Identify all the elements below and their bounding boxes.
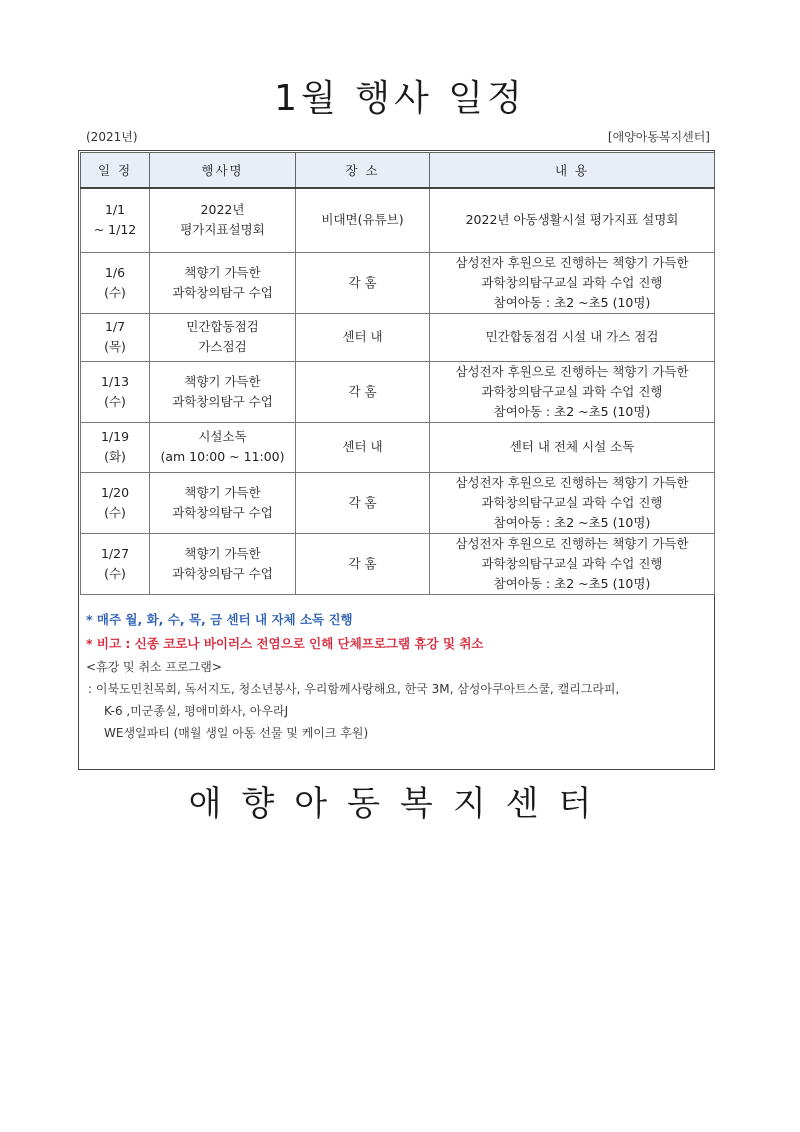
row-place: 비대면(유튜브) <box>296 188 430 252</box>
table-row <box>81 533 715 594</box>
table-row <box>81 361 715 422</box>
year-label: (2021년) <box>86 130 138 144</box>
row-place: 각 홈 <box>296 252 430 313</box>
row-date: 1/19 (화) <box>81 422 150 472</box>
row-place: 각 홈 <box>296 361 430 422</box>
header-content: 내 용 <box>430 153 715 189</box>
table-header-row <box>81 153 715 189</box>
table-row <box>81 313 715 361</box>
cancelled-programs-header: <휴강 및 취소 프로그램> <box>86 660 222 674</box>
row-content: 삼성전자 후원으로 진행하는 책향기 가득한 과학창의탐구교실 과학 수업 진행 참여아동 : 초2 ~초5 (10명) <box>430 533 715 594</box>
row-date: 1/20 (수) <box>81 472 150 533</box>
footer-organization-name: 애향아동복지센터 <box>188 784 612 824</box>
row-event: 책향기 가득한 과학창의탐구 수업 <box>150 472 296 533</box>
cancelled-programs-line: WE생일파티 (매월 생일 아동 선물 및 케이크 후원) <box>104 726 369 740</box>
row-content: 민간합동점검 시설 내 가스 점검 <box>430 313 715 361</box>
row-date: 1/1 ~ 1/12 <box>81 188 150 252</box>
disinfection-note: * 매주 월, 화, 수, 목, 금 센터 내 자체 소독 진행 <box>86 612 353 627</box>
row-content: 삼성전자 후원으로 진행하는 책향기 가득한 과학창의탐구교실 과학 수업 진행 참여아동 : 초2 ~초5 (10명) <box>430 252 715 313</box>
table-row <box>81 252 715 313</box>
row-date: 1/13 (수) <box>81 361 150 422</box>
row-event: 책향기 가득한 과학창의탐구 수업 <box>150 533 296 594</box>
header-place: 장 소 <box>296 153 430 189</box>
header-date: 일 정 <box>81 153 150 189</box>
page-title: 1월 행사 일정 <box>274 78 526 119</box>
organization-label: [애양아동복지센터] <box>607 130 710 144</box>
row-event: 2022년 평가지표설명회 <box>150 188 296 252</box>
cancelled-programs-line: K-6 ,미군종실, 평애미화사, 아우라J <box>104 704 289 718</box>
row-content: 센터 내 전체 시설 소독 <box>430 422 715 472</box>
row-date: 1/7 (목) <box>81 313 150 361</box>
row-place: 각 홈 <box>296 533 430 594</box>
row-event: 민간합동점검 가스점검 <box>150 313 296 361</box>
header-event: 행사명 <box>150 153 296 189</box>
row-date: 1/27 (수) <box>81 533 150 594</box>
remark-note: * 비고 : 신종 코로나 바이러스 전염으로 인해 단체프로그램 휴강 및 취소 <box>86 636 484 651</box>
row-place: 센터 내 <box>296 313 430 361</box>
row-place: 각 홈 <box>296 472 430 533</box>
row-content: 2022년 아동생활시설 평가지표 설명회 <box>430 188 715 252</box>
notes-section <box>86 608 706 744</box>
row-event: 시설소독 (am 10:00 ~ 11:00) <box>150 422 296 472</box>
schedule-table <box>80 152 715 595</box>
cancelled-programs-line: : 이북도민친목회, 독서지도, 청소년봉사, 우리함께사랑해요, 한국 3M, 삼성아쿠아트스쿨, 캘리그라피, <box>88 682 620 696</box>
row-date: 1/6 (수) <box>81 252 150 313</box>
row-content: 삼성전자 후원으로 진행하는 책향기 가득한 과학창의탐구교실 과학 수업 진행 참여아동 : 초2 ~초5 (10명) <box>430 361 715 422</box>
row-place: 센터 내 <box>296 422 430 472</box>
table-row <box>81 422 715 472</box>
table-row <box>81 188 715 252</box>
row-event: 책향기 가득한 과학창의탐구 수업 <box>150 361 296 422</box>
row-event: 책향기 가득한 과학창의탐구 수업 <box>150 252 296 313</box>
row-content: 삼성전자 후원으로 진행하는 책향기 가득한 과학창의탐구교실 과학 수업 진행 참여아동 : 초2 ~초5 (10명) <box>430 472 715 533</box>
table-row <box>81 472 715 533</box>
